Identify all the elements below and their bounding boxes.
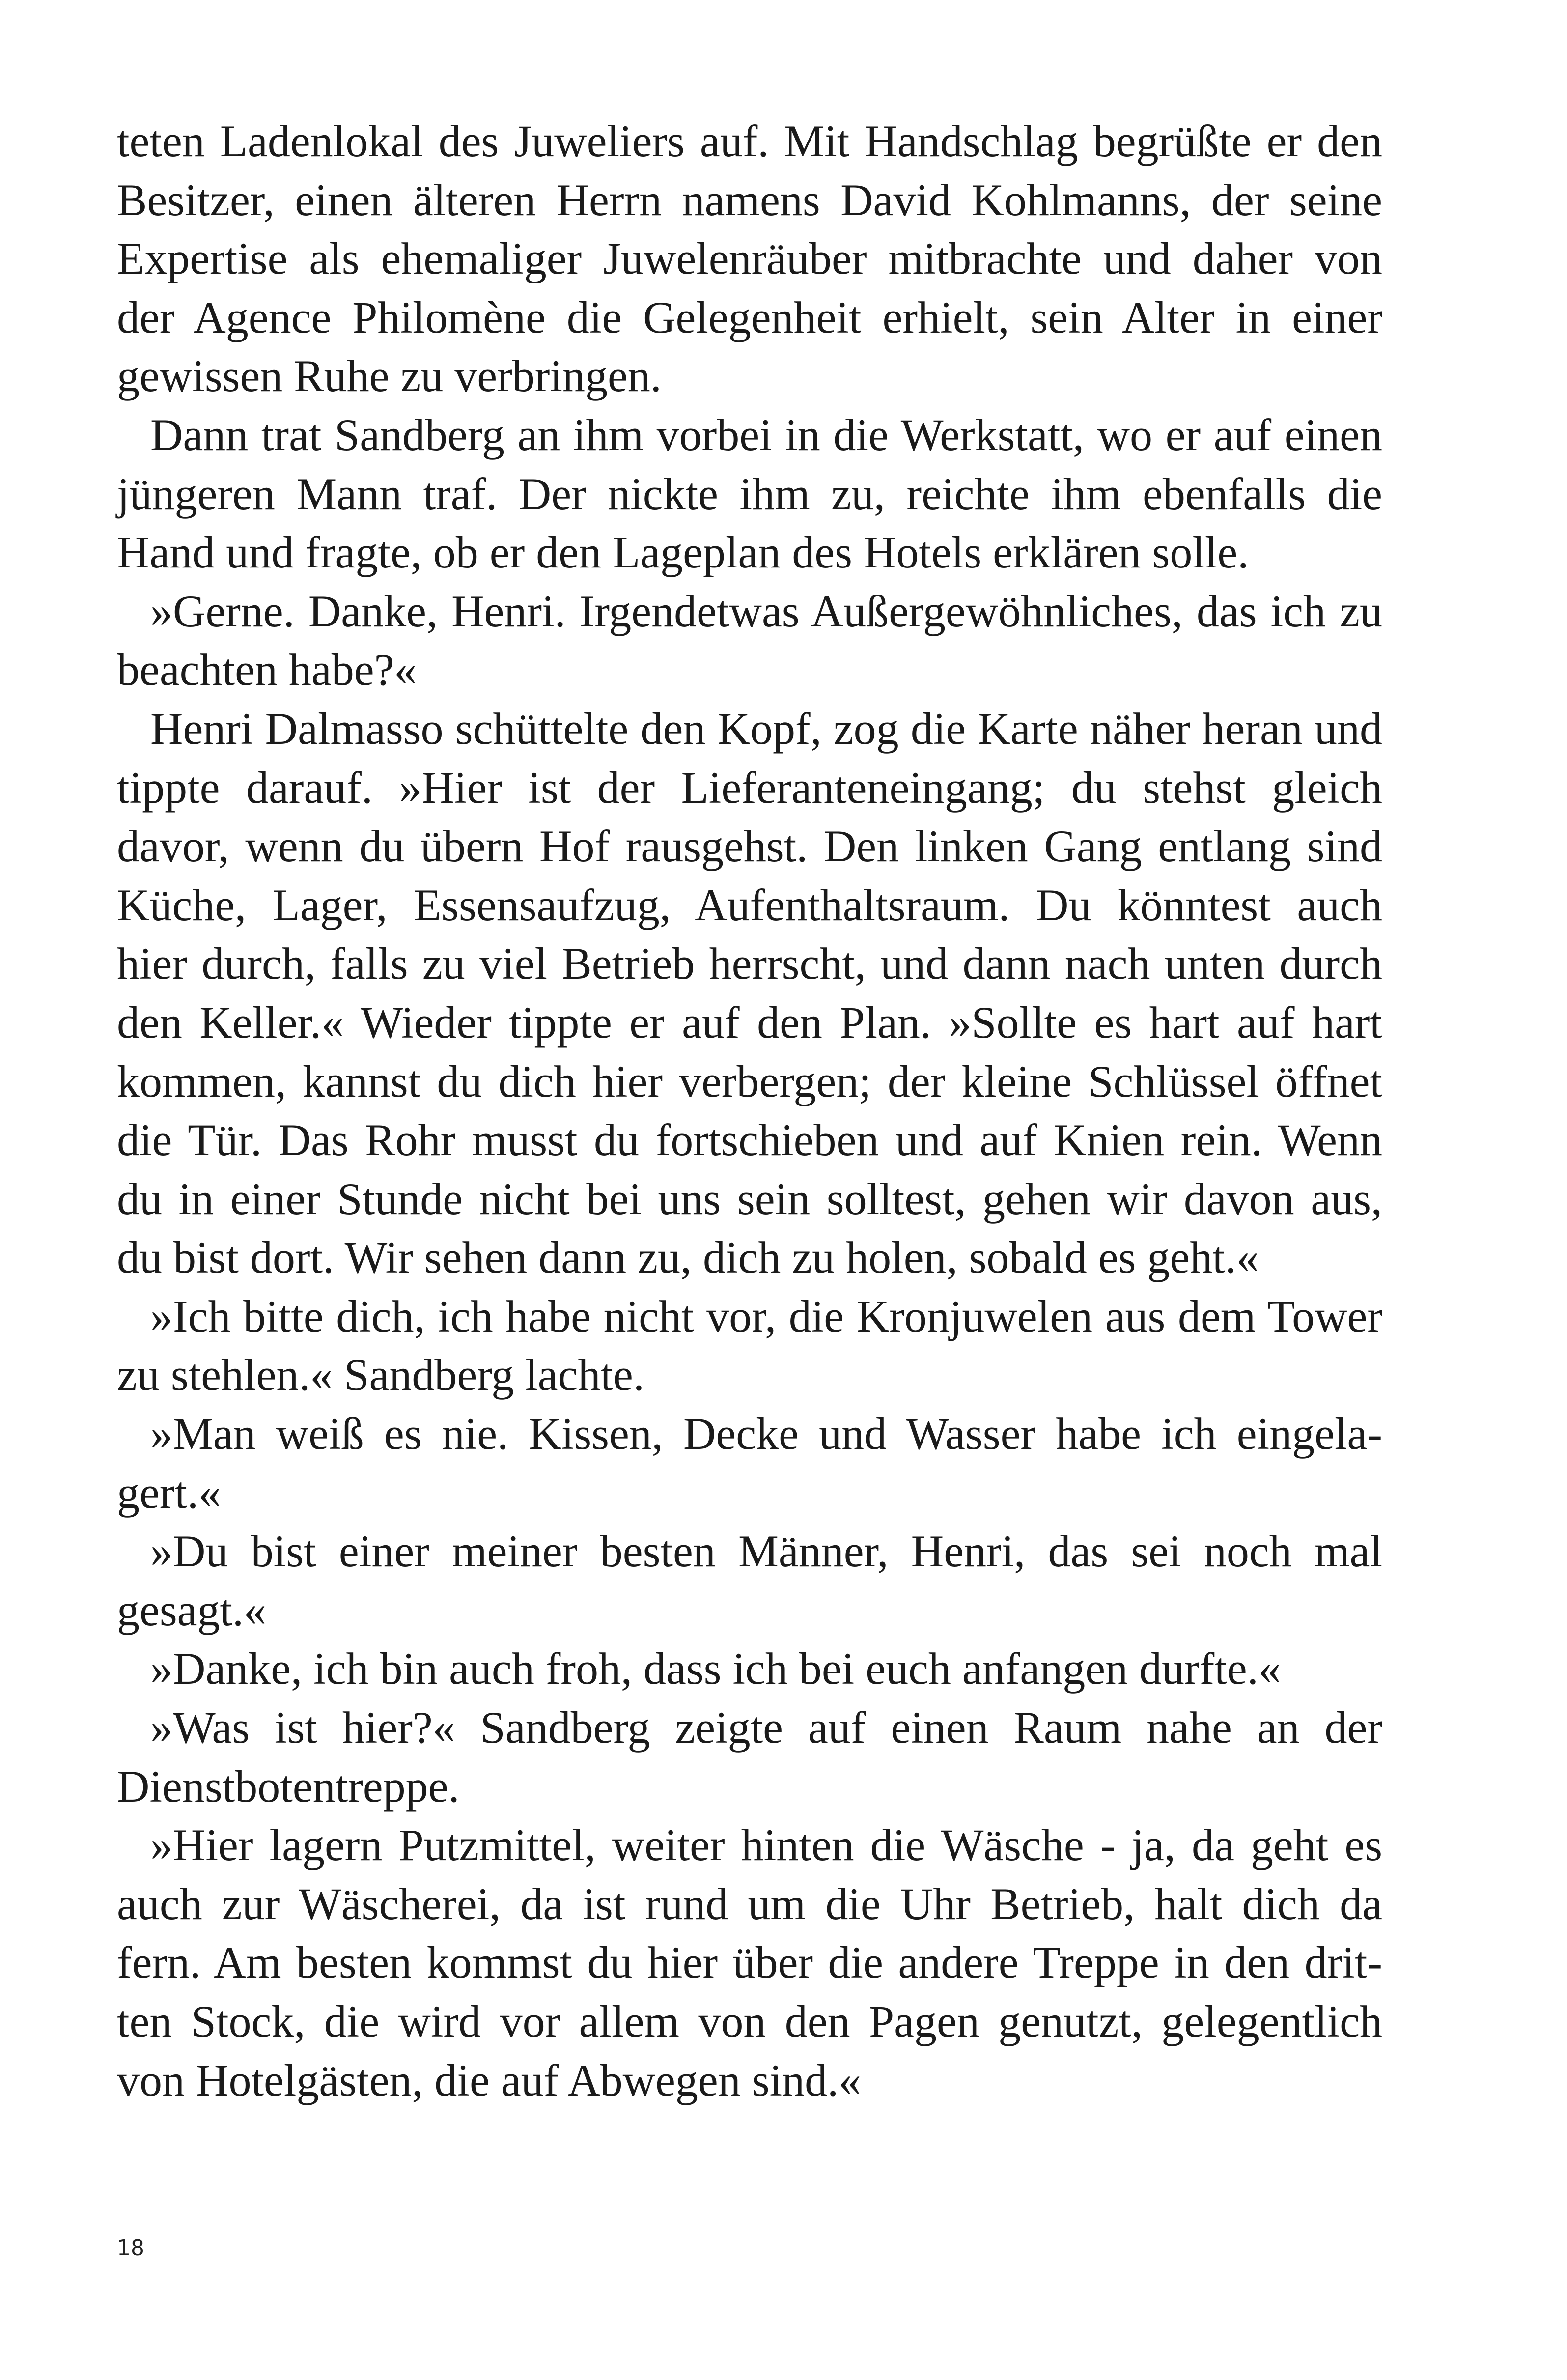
text-line: auch zur Wäscherei, da ist rund um die Uhr Betrieb, halt dich da — [117, 1878, 1382, 1929]
text-line: gewissen Ruhe zu verbringen. — [117, 351, 662, 401]
text-line: kommen, kannst du dich hier verbergen; der kleine Schlüssel öffnet — [117, 1056, 1382, 1106]
text-line: »Man weiß es nie. Kissen, Decke und Wasser habe ich eingela- — [150, 1409, 1382, 1459]
text-line: Küche, Lager, Essensaufzug, Aufenthaltsraum. Du könntest auch — [117, 879, 1382, 930]
paragraph — [117, 1816, 1382, 2110]
text-line: du in einer Stunde nicht bei uns sein solltest, gehen wir davon aus, — [117, 1173, 1382, 1224]
paragraph — [117, 1522, 1382, 1640]
text-line: beachten habe?« — [117, 645, 417, 695]
text-line: Dann trat Sandberg an ihm vorbei in die Werkstatt, wo er auf einen — [150, 409, 1382, 460]
text-line: die Tür. Das Rohr musst du fortschieben und auf Knien rein. Wenn — [117, 1115, 1382, 1165]
text-line: der Agence Philomène die Gelegenheit erhielt, sein Alter in einer — [117, 292, 1382, 342]
text-line: Henri Dalmasso schüttelte den Kopf, zog die Karte näher heran und — [150, 703, 1382, 754]
paragraph — [117, 582, 1382, 700]
text-line: »Danke, ich bin auch froh, dass ich bei euch anfangen durfte.« — [150, 1643, 1281, 1694]
text-line: Dienstbotentreppe. — [117, 1761, 460, 1812]
text-line: »Ich bitte dich, ich habe nicht vor, die Kronjuwelen aus dem Tower — [150, 1291, 1382, 1341]
text-line: »Du bist einer meiner besten Männer, Henri, das sei noch mal — [150, 1526, 1382, 1577]
text-line: du bist dort. Wir sehen dann zu, dich zu holen, sobald es geht.« — [117, 1232, 1259, 1283]
text-line: »Hier lagern Putzmittel, weiter hinten die Wäsche - ja, da geht es — [150, 1820, 1382, 1870]
text-line: zu stehlen.« Sandberg lachte. — [117, 1350, 644, 1400]
paragraph — [117, 406, 1382, 582]
text-line: den Keller.« Wieder tippte er auf den Plan. »Sollte es hart auf hart — [117, 997, 1382, 1048]
text-line: ten Stock, die wird vor allem von den Pagen genutzt, gelegentlich — [117, 1996, 1382, 2046]
text-line: gesagt.« — [117, 1585, 267, 1635]
text-line: Hand und fragte, ob er den Lageplan des Hotels erklären solle. — [117, 527, 1249, 578]
page-number: 18 — [117, 2236, 144, 2261]
paragraph — [117, 1699, 1382, 1816]
text-line: tippte darauf. »Hier ist der Lieferanteneingang; du stehst gleich — [117, 762, 1382, 813]
text-line: teten Ladenlokal des Juweliers auf. Mit Handschlag begrüßte er den — [117, 116, 1382, 166]
paragraph — [117, 112, 1382, 406]
text-line: fern. Am besten kommst du hier über die andere Treppe in den drit- — [117, 1937, 1382, 1988]
body-text — [117, 112, 1382, 2110]
text-line: davor, wenn du übern Hof rausgehst. Den linken Gang entlang sind — [117, 821, 1382, 872]
paragraph — [117, 1405, 1382, 1522]
paragraph — [117, 700, 1382, 1287]
text-line: von Hotelgästen, die auf Abwegen sind.« — [117, 2055, 862, 2105]
text-line: »Gerne. Danke, Henri. Irgendetwas Außergewöhnliches, das ich zu — [150, 586, 1382, 636]
text-line: hier durch, falls zu viel Betrieb herrscht, und dann nach unten durch — [117, 938, 1382, 989]
text-line: Besitzer, einen älteren Herrn namens David Kohlmanns, der seine — [117, 174, 1382, 225]
text-line: Expertise als ehemaliger Juwelenräuber mitbrachte und daher von — [117, 233, 1382, 284]
text-line: jüngeren Mann traf. Der nickte ihm zu, reichte ihm ebenfalls die — [117, 468, 1382, 519]
paragraph — [117, 1287, 1382, 1405]
text-line: gert.« — [117, 1467, 222, 1518]
text-line: »Was ist hier?« Sandberg zeigte auf einen Raum nahe an der — [150, 1702, 1382, 1753]
paragraph — [117, 1640, 1382, 1699]
